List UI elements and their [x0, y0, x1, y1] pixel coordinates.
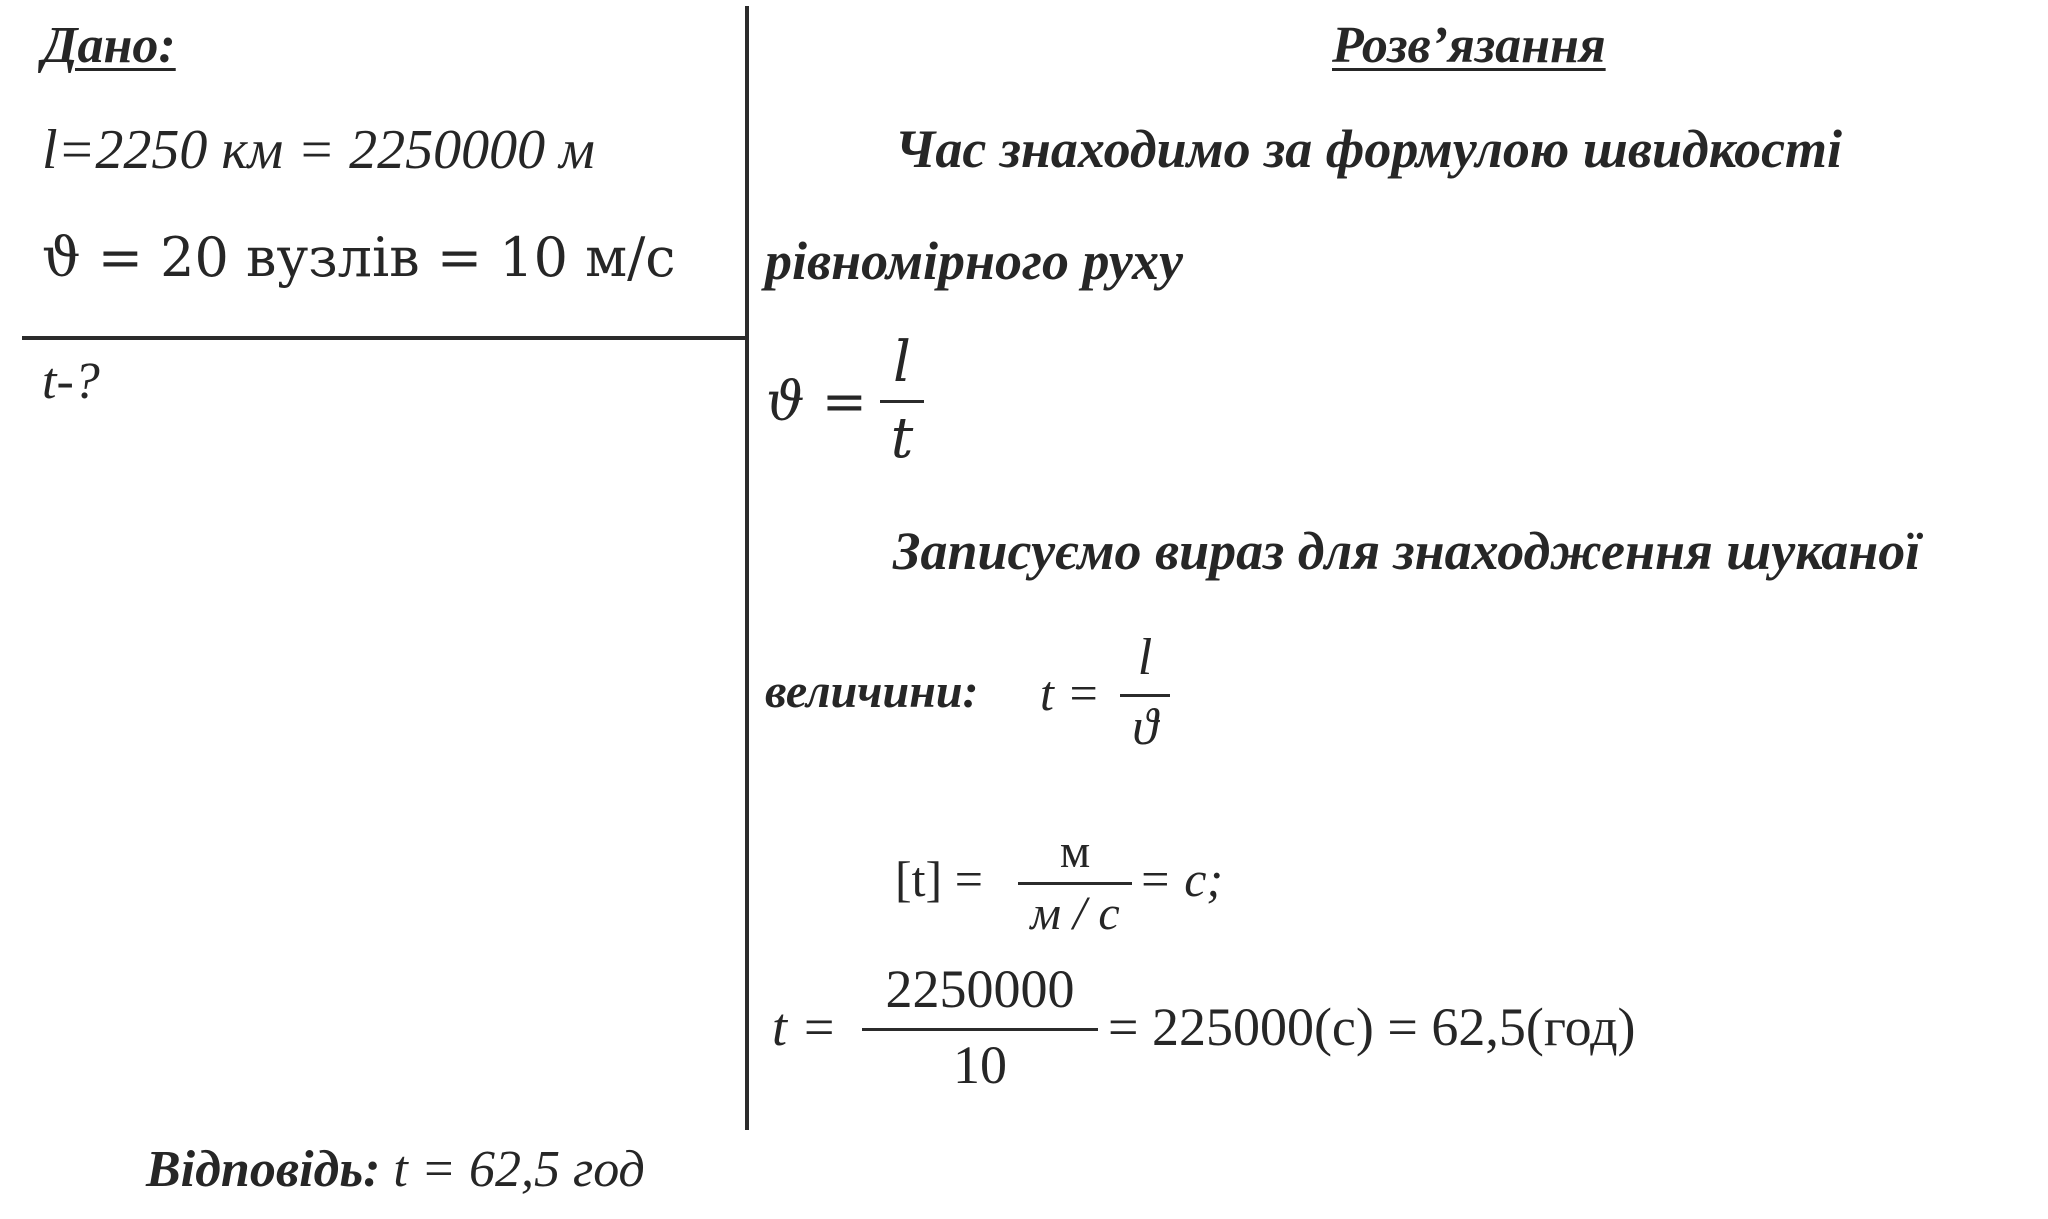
solution-heading: Розв’язання — [1332, 17, 1606, 74]
solution-text-line: величини: — [765, 665, 979, 718]
vertical-divider — [745, 6, 749, 1130]
unknown-quantity: t-? — [42, 353, 100, 410]
solution-text-line: Записуємо вираз для знаходження шуканої — [893, 521, 1921, 581]
solution-text-line: Час знаходимо за формулою швидкості — [895, 119, 1843, 179]
solution-text-line: рівномірного руху — [765, 231, 1183, 291]
answer-value: t = 62,5 год — [393, 1141, 645, 1198]
answer — [146, 1140, 645, 1199]
answer-label: Відповідь: — [146, 1141, 381, 1198]
given-length: l=2250 км = 2250000 м — [42, 119, 595, 181]
horizontal-divider — [22, 336, 746, 340]
given-heading: Дано: — [42, 17, 176, 74]
given-speed: ϑ = 20 вузлів = 10 м/с — [42, 226, 676, 289]
